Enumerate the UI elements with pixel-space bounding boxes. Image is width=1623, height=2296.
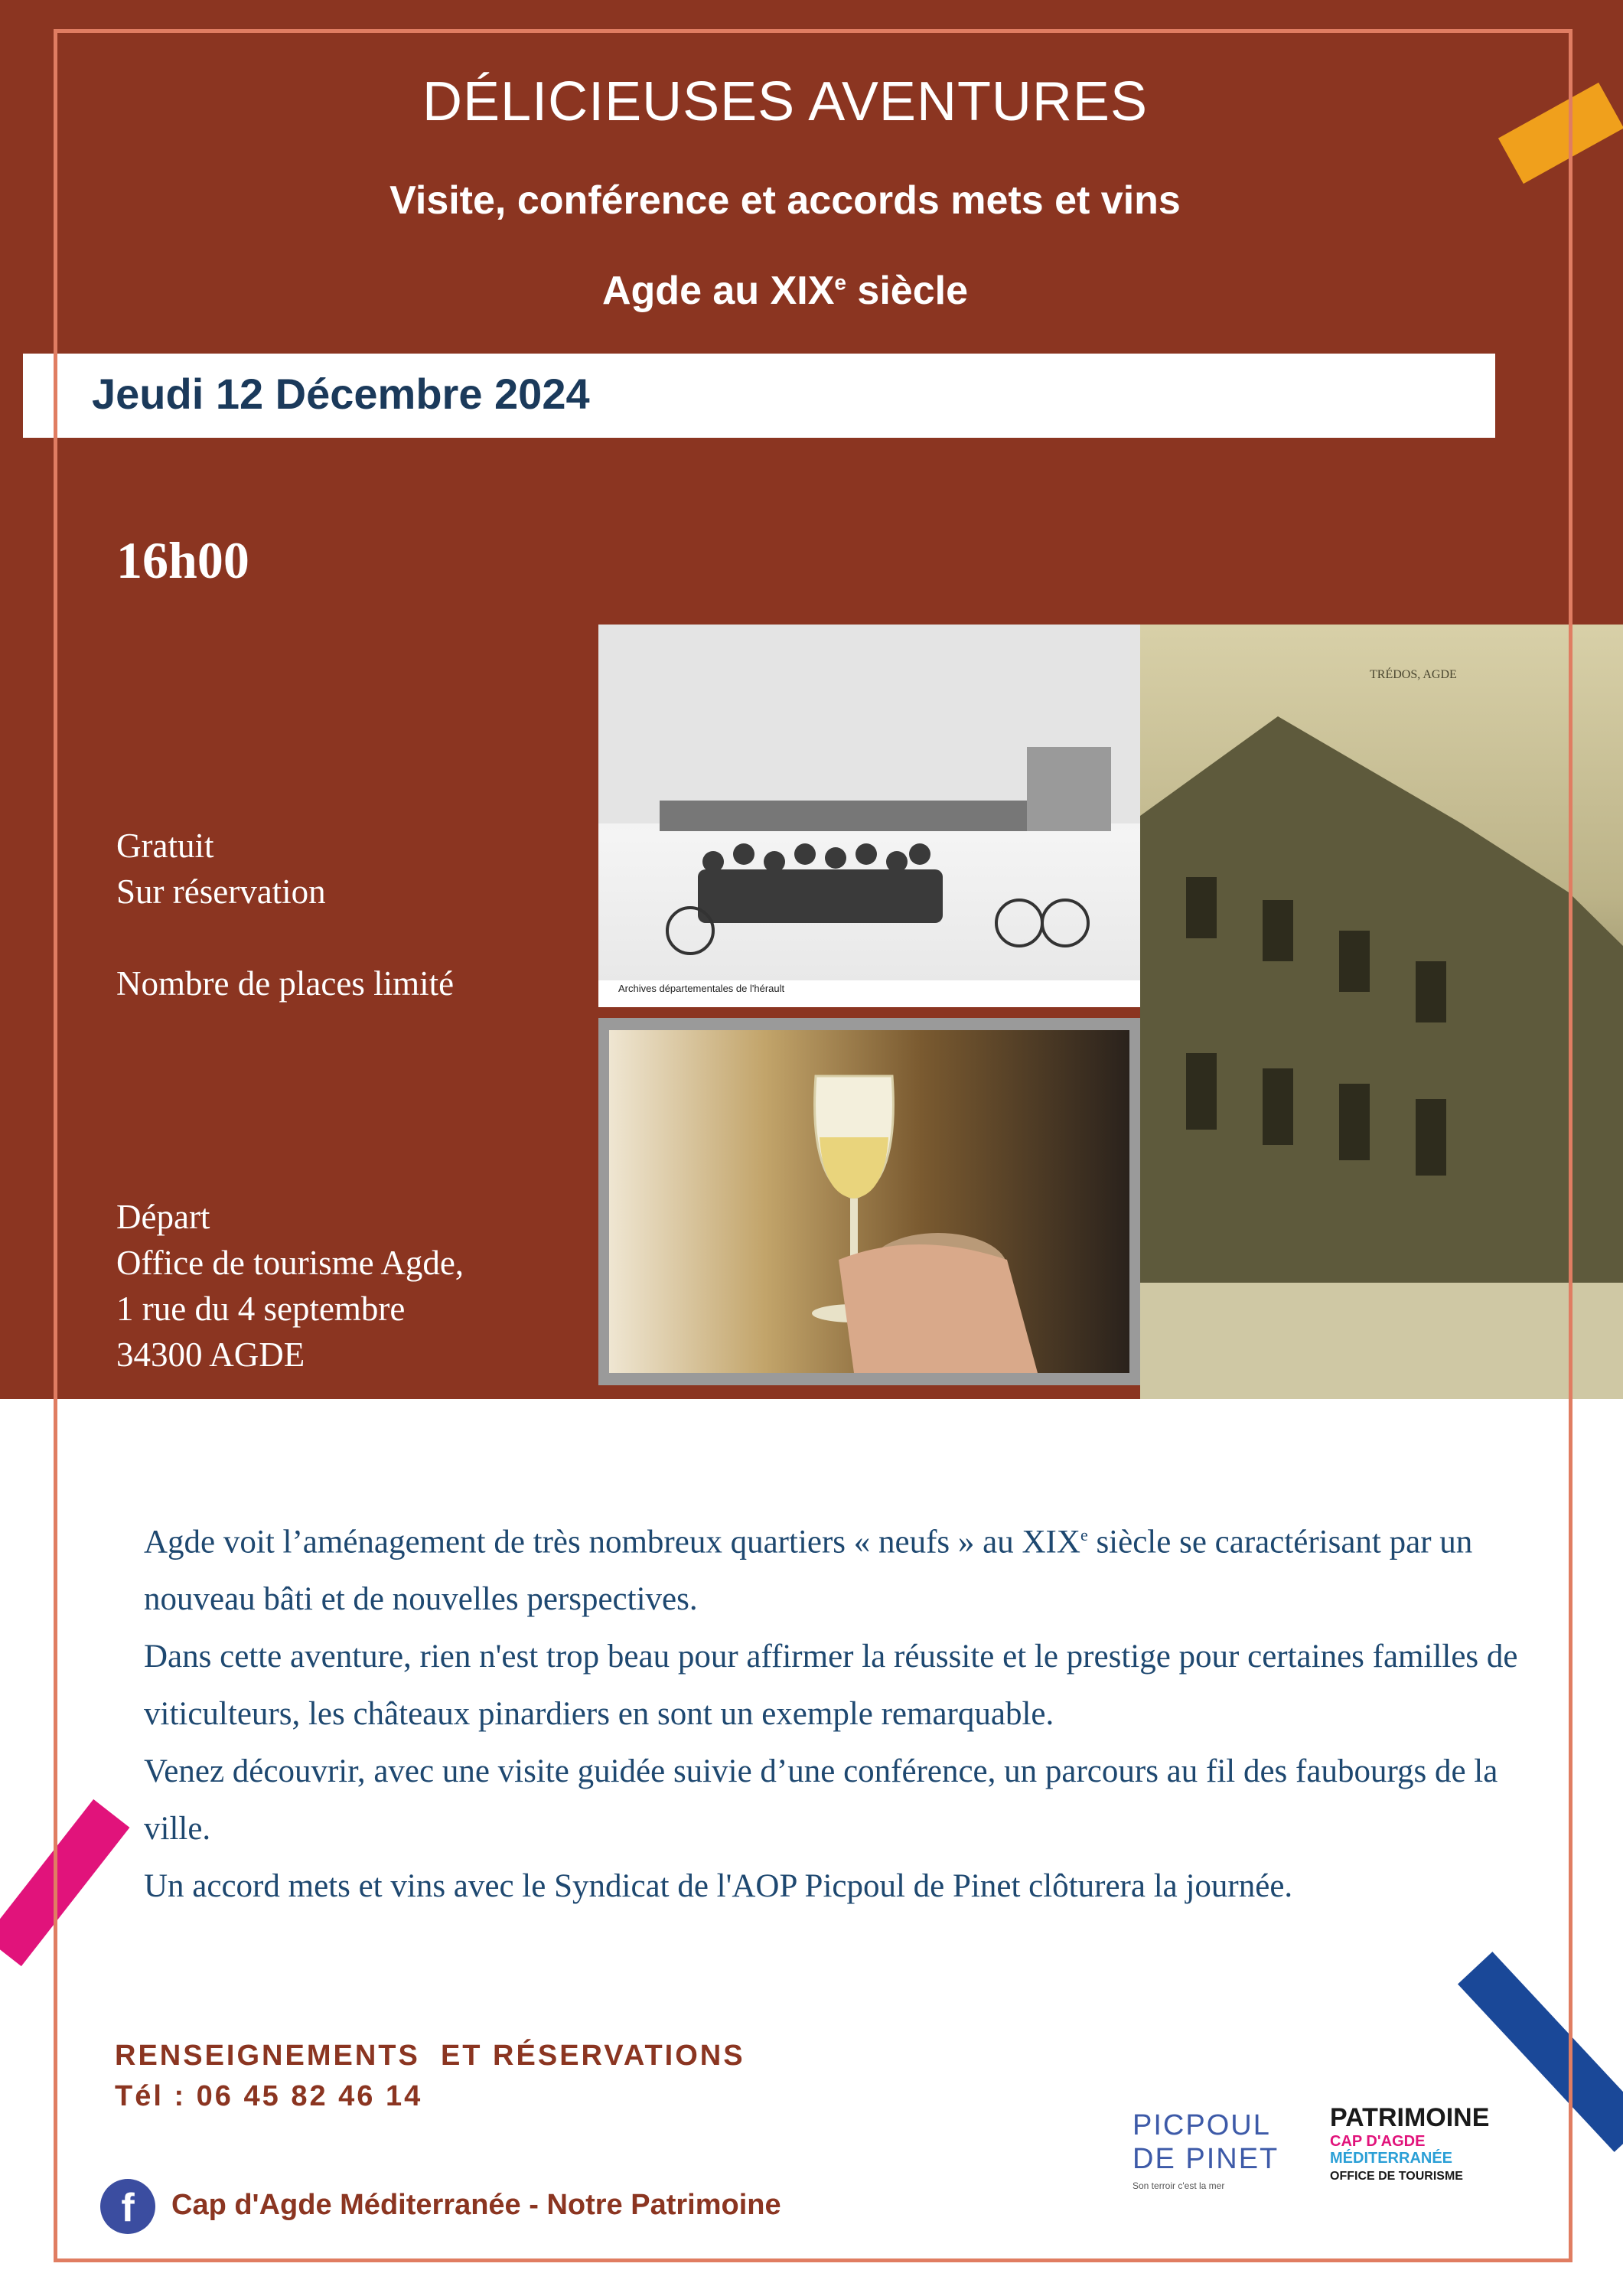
description-paragraph: Dans cette aventure, rien n'est trop beau pour affirmer la réussite et le prestige pour certaines familles de viticulteurs, les châteaux pinardiers en sont un exemple remarquable. [144,1639,1518,1733]
capacity-text: Nombre de places limité [116,964,455,1003]
departure-block [116,1194,464,1378]
description [144,1506,1537,1915]
facebook-icon[interactable]: f [100,2179,155,2234]
event-title: Agde au XIXe siècle [601,269,968,313]
chateau-caption: TRÉDOS, AGDE [1370,668,1457,681]
page-title: DÉLICIEUSES AVENTURES [422,71,1148,132]
departure-street: 1 rue du 4 septembre [116,1290,406,1328]
departure-city: 34300 AGDE [116,1336,305,1374]
price-text: Gratuit [116,827,214,865]
booking-text: Sur réservation [116,872,326,911]
event-time: 16h00 [116,531,249,589]
facebook-page-link[interactable]: Cap d'Agde Méditerranée - Notre Patrimoine [171,2189,781,2221]
description-paragraph: Venez découvrir, avec une visite guidée suivie d’une conférence, un parcours au fil des faubourgs de la ville. [144,1753,1498,1848]
event-date: Jeudi 12 Décembre 2024 [92,370,590,418]
contact-phone[interactable]: Tél : 06 45 82 46 14 [115,2080,423,2112]
photo-frozen-canal [598,625,1140,1007]
photo-wine-glass [609,1030,1129,1373]
departure-place: Office de tourisme Agde, [116,1244,464,1282]
picpoul-logo: PICPOUL DE PINET Son terroir c'est la mer [1133,2109,1279,2191]
departure-label: Départ [116,1198,210,1236]
page-subtitle: Visite, conférence et accords mets et vins [389,178,1181,223]
photo-chateau-postcard [1140,625,1623,1399]
description-paragraph: Un accord mets et vins avec le Syndicat de l'AOP Picpoul de Pinet clôturera la journée. [144,1868,1293,1905]
patrimoine-logo: PATRIMOINE CAP D'AGDE MÉDITERRANÉE OFFICE DE TOURISME [1330,2103,1490,2183]
photo-caption: Archives départementales de l'hérault [618,983,785,994]
description-paragraph: Agde voit l’aménagement de très nombreux quartiers « neufs » au XIXe siècle se caractérisant par un nouveau bâti et de nouvelles perspectives. [144,1524,1473,1618]
info-block [116,823,454,1006]
decorative-strip-pink [0,1799,129,1966]
contact-heading: RENSEIGNEMENTS ET RÉSERVATIONS [115,2040,745,2072]
